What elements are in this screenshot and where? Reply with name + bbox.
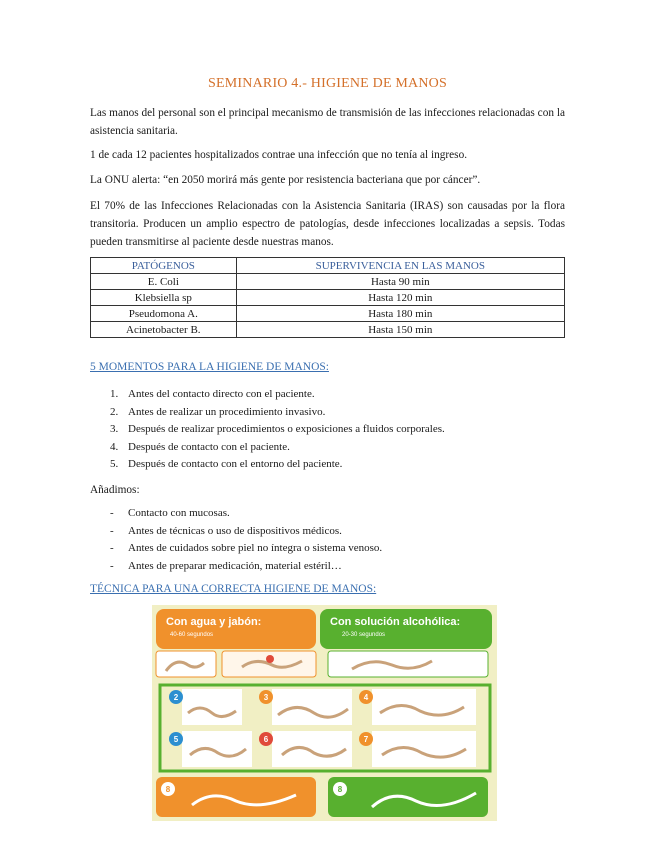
table-cell: Pseudomona A. <box>91 306 237 322</box>
table-row <box>91 306 565 322</box>
table-row <box>91 274 565 290</box>
list-item <box>90 558 565 576</box>
list-marker: 4. <box>110 440 119 453</box>
pathogens-table <box>90 257 565 338</box>
list-item-text: Antes del contacto directo con el paciente. <box>128 388 315 400</box>
list-item <box>90 523 565 541</box>
soap-banner-subtitle: 40-60 segundos <box>170 632 214 638</box>
table-cell: Hasta 90 min <box>236 274 564 290</box>
alcohol-banner <box>320 609 492 649</box>
page-title: SEMINARIO 4.- HIGIENE DE MANOS <box>208 76 447 91</box>
infographic-drawing <box>152 605 497 821</box>
alcohol-panel <box>328 651 488 677</box>
table-header-survival: SUPERVIVENCIA EN LAS MANOS <box>236 258 564 274</box>
step-6-panel <box>272 731 352 767</box>
step-7-panel <box>372 731 476 767</box>
list-item-text: Antes de cuidados sobre piel no íntegra o sistema venoso. <box>128 542 383 554</box>
list-item-text: Antes de técnicas o uso de dispositivos médicos. <box>128 524 342 537</box>
list-item <box>90 505 565 523</box>
onu-paragraph: La ONU alerta: “en 2050 morirá más gente por resistencia bacteriana que por cáncer”. <box>90 174 481 186</box>
table-cell: Acinetobacter B. <box>91 322 237 338</box>
alcohol-banner-subtitle: 20-30 segundos <box>342 632 386 638</box>
list-item-text: Después de contacto con el paciente. <box>128 440 290 453</box>
list-item-text: Después de contacto con el entorno del paciente. <box>128 458 343 470</box>
table-cell: Klebsiella sp <box>91 290 237 306</box>
step-6-number: 6 <box>263 735 269 744</box>
step-7-number: 7 <box>363 735 369 744</box>
table-header-row <box>91 258 565 274</box>
added-label: Añadimos: <box>90 484 140 496</box>
table-cell: Hasta 180 min <box>236 306 564 322</box>
step-8-number-alcohol: 8 <box>337 785 343 794</box>
list-item-text: Después de realizar procedimientos o exposiciones a fluidos corporales. <box>128 423 445 435</box>
list-item <box>90 439 565 457</box>
list-marker: - <box>110 559 114 572</box>
list-item <box>90 540 565 558</box>
list-marker: - <box>110 542 114 554</box>
soap-drop-icon <box>266 655 274 663</box>
step-3-number: 3 <box>263 693 269 702</box>
iras-paragraph: El 70% de las Infecciones Relacionadas con la Asistencia Sanitaria (IRAS) son causadas por la flora transitoria. Producen un amplio espectro de patologías, desde infecciones localizadas a sepsis. Todas pueden transmitirse al paciente desde nuestras manos. <box>90 200 565 248</box>
list-marker: 2. <box>110 405 119 418</box>
list-marker: - <box>110 507 114 519</box>
list-item <box>90 456 565 474</box>
moments-heading: 5 MOMENTOS PARA LA HIGIENE DE MANOS: <box>90 361 329 373</box>
list-item-text: Contacto con mucosas. <box>128 507 230 519</box>
step-8-number-soap: 8 <box>165 785 171 794</box>
list-item-text: Antes de preparar medicación, material estéril… <box>128 559 342 572</box>
list-marker: 3. <box>110 423 119 435</box>
step-5-panel <box>182 731 252 767</box>
technique-heading: TÉCNICA PARA UNA CORRECTA HIGIENE DE MANOS: <box>90 583 377 595</box>
table-cell: E. Coli <box>91 274 237 290</box>
step-2-number: 2 <box>173 693 179 702</box>
list-item <box>90 421 565 439</box>
step-4-number: 4 <box>363 693 369 702</box>
table-cell: Hasta 150 min <box>236 322 564 338</box>
alcohol-banner-title: Con solución alcohólica: <box>330 616 461 628</box>
table-row <box>91 290 565 306</box>
table-header-pathogens: PATÓGENOS <box>91 258 237 274</box>
step-2-panel <box>182 689 242 725</box>
added-list <box>90 505 565 575</box>
soap-banner <box>156 609 316 649</box>
statistic-paragraph: 1 de cada 12 pacientes hospitalizados contrae una infección que no tenía al ingreso. <box>90 149 468 161</box>
list-marker: - <box>110 524 114 537</box>
list-item-text: Antes de realizar un procedimiento invasivo. <box>128 405 326 418</box>
soap-banner-title: Con agua y jabón: <box>166 616 262 628</box>
list-item <box>90 386 565 404</box>
table-cell: Hasta 120 min <box>236 290 564 306</box>
list-marker: 5. <box>110 458 119 470</box>
step-3-panel <box>272 689 352 725</box>
list-marker: 1. <box>110 388 119 400</box>
step-5-number: 5 <box>173 735 179 744</box>
moments-list <box>90 386 565 474</box>
list-item <box>90 404 565 422</box>
intro-paragraph: Las manos del personal son el principal mecanismo de transmisión de las infecciones relacionadas con la asistencia sanitaria. <box>90 107 565 137</box>
handwashing-infographic <box>152 605 497 821</box>
table-row <box>91 322 565 338</box>
